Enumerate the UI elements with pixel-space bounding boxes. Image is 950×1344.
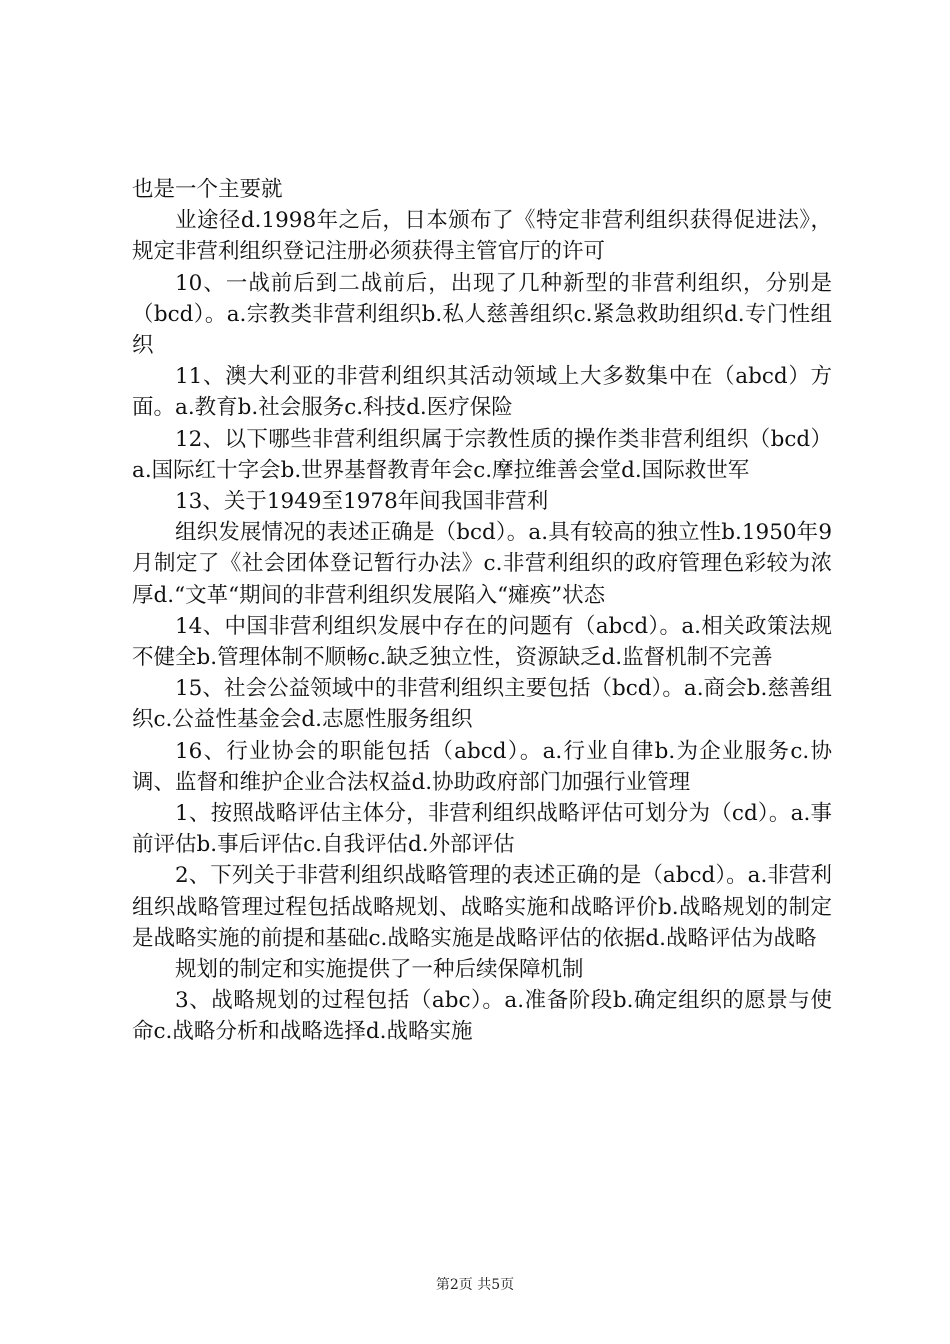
paragraph: 14、中国非营利组织发展中存在的问题有（abcd）。a.相关政策法规不健全b.管理体制不顺畅c.缺乏独立性，资源缺乏d.监督机制不完善	[132, 613, 832, 671]
paragraph: 13、关于1949至1978年间我国非营利	[175, 489, 549, 515]
paragraph: 2、下列关于非营利组织战略管理的表述正确的是（abcd）。a.非营利组织战略管理过程包括战略规划、战略实施和战略评价b.战略规划的制定是战略实施的前提和基础c.战略实施是战略评估的依据d.战略评估为战略	[132, 863, 832, 951]
paragraph: 组织发展情况的表述正确是（bcd）。a.具有较高的独立性b.1950年9月制定了《社会团体登记暂行办法》c.非营利组织的政府管理色彩较为浓厚d.“文革“期间的非营利组织发展陷入“瘫痪”状态	[132, 520, 832, 608]
paragraph: 11、澳大利亚的非营利组织其活动领域上大多数集中在（abcd）方面。a.教育b.社会服务c.科技d.医疗保险	[132, 364, 832, 421]
paragraph: 3、战略规划的过程包括（abc）。a.准备阶段b.确定组织的愿景与使命c.战略分析和战略选择d.战略实施	[132, 988, 832, 1045]
paragraph-continuation: 也是一个主要就	[132, 177, 283, 202]
paragraph: 规划的制定和实施提供了一种后续保障机制	[175, 957, 584, 983]
paragraph: 16、行业协会的职能包括（abcd）。a.行业自律b.为企业服务c.协调、监督和维护企业合法权益d.协助政府部门加强行业管理	[132, 738, 832, 795]
page-number-footer: 第2页 共5页	[435, 1277, 515, 1293]
body-text	[132, 174, 832, 1048]
paragraph: 15、社会公益领域中的非营利组织主要包括（bcd）。a.商会b.慈善组织c.公益性基金会d.志愿性服务组织	[132, 676, 832, 733]
paragraph: 业途径d.1998年之后，日本颁布了《特定非营利组织获得促进法》，规定非营利组织登记注册必须获得主管官厅的许可	[132, 208, 832, 265]
paragraph: 10、一战前后到二战前后，出现了几种新型的非营利组织，分别是（bcd）。a.宗教类非营利组织b.私人慈善组织c.紧急救助组织d.专门性组织	[132, 270, 832, 359]
paragraph: 1、按照战略评估主体分，非营利组织战略评估可划分为（cd）。a.事前评估b.事后评估c.自我评估d.外部评估	[132, 801, 832, 858]
paragraph: 12、以下哪些非营利组织属于宗教性质的操作类非营利组织（bcd）a.国际红十字会b.世界基督教青年会c.摩拉维善会堂d.国际救世军	[132, 426, 832, 483]
